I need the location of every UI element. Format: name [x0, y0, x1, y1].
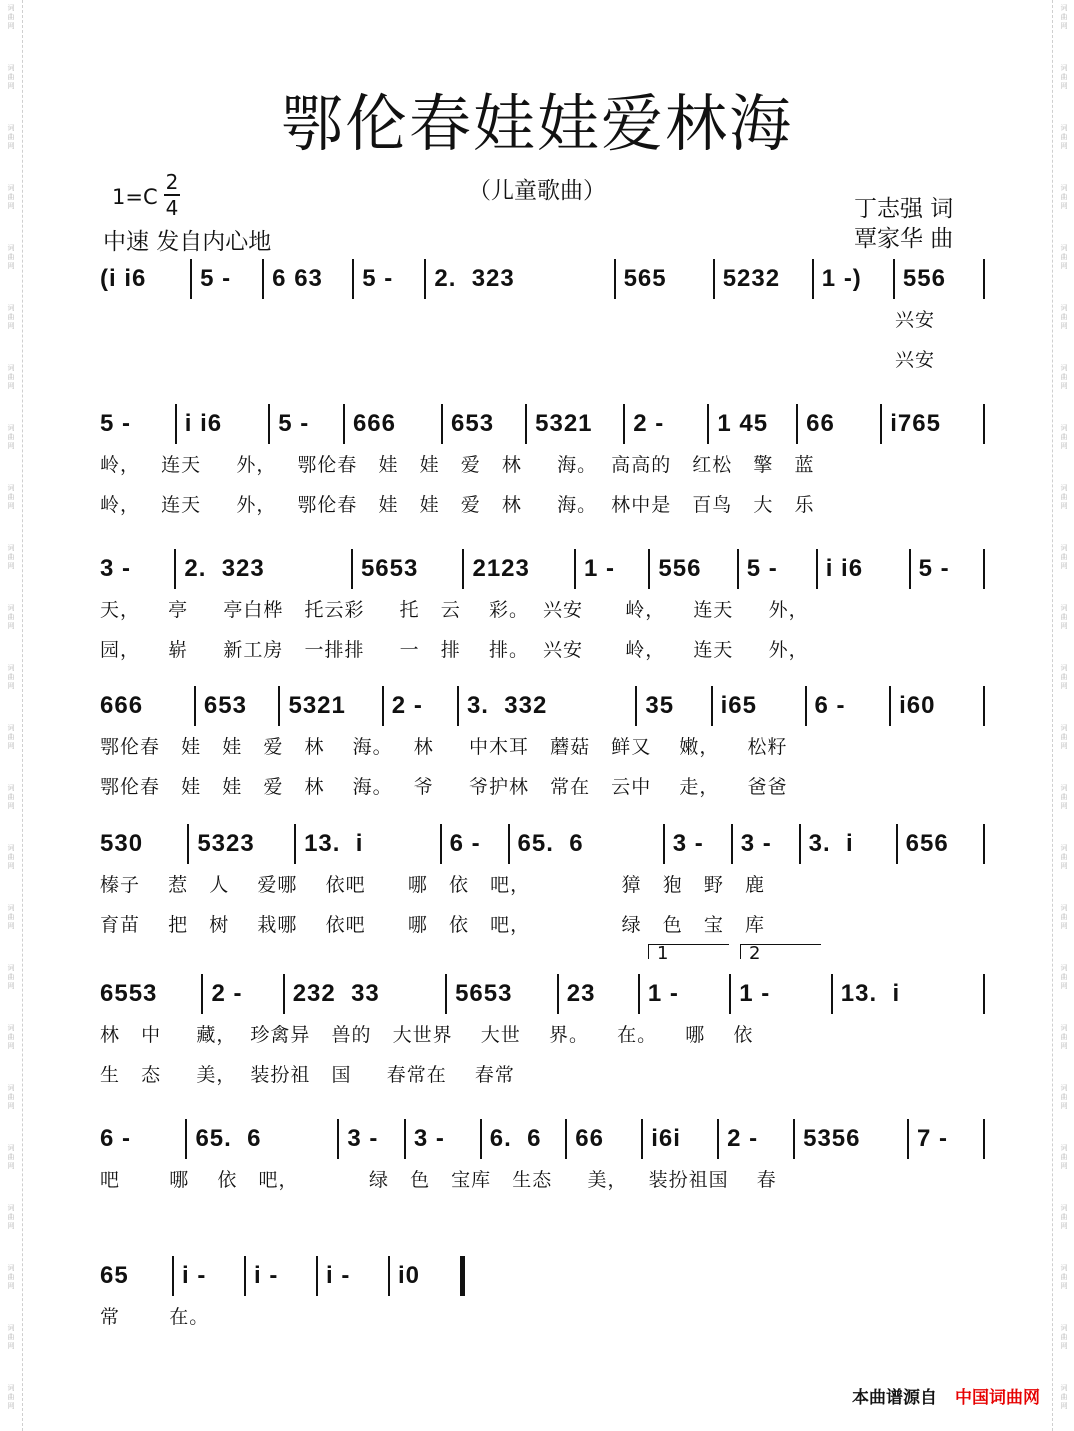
measure-notes: 3 - [740, 830, 772, 857]
site-watermark: 词 曲 网 [7, 784, 15, 810]
lyrics-verse-2: 育苗 把 树 栽哪 依吧 哪 依 吧， 绿 色 宝 库 [100, 914, 765, 936]
bar-line [796, 404, 798, 444]
bar-line [508, 824, 510, 864]
bar-line [441, 404, 443, 444]
bar-line [440, 824, 442, 864]
measure-notes: 5321 [535, 410, 593, 437]
bar-line [623, 404, 625, 444]
measure-notes: 2. 323 [184, 555, 265, 582]
bar-line [983, 549, 985, 589]
site-watermark: 词 曲 网 [1060, 1324, 1068, 1350]
bar-line [638, 974, 640, 1014]
site-watermark: 词 曲 网 [7, 64, 15, 90]
bar-line [283, 974, 285, 1014]
lyrics-verse-1: 林 中 藏， 珍禽异 兽的 大世界 大世 界。 在。 哪 依 [100, 1024, 754, 1046]
site-watermark: 词 曲 网 [7, 664, 15, 690]
measure-notes: 3 - [672, 830, 704, 857]
measure-notes: 5 - [100, 410, 132, 437]
lyrics-verse-1: 榛子 惹 人 爱哪 依吧 哪 依 吧， 獐 狍 野 鹿 [100, 874, 765, 896]
measure-notes: 5 - [918, 555, 950, 582]
notes-row [0, 555, 1074, 595]
measure-notes: i - [254, 1262, 279, 1289]
measure-notes: 1 - [647, 980, 679, 1007]
tempo-marking: 中速 发自内心地 [103, 229, 272, 255]
measure-notes: 5232 [722, 265, 781, 292]
measure-notes: 666 [100, 692, 144, 719]
measure-notes: i6i [651, 1125, 681, 1152]
bar-line [268, 404, 270, 444]
notes-row [0, 830, 1074, 870]
site-watermark: 词 曲 网 [1060, 724, 1068, 750]
notes-row [0, 265, 1074, 305]
bar-line [635, 686, 637, 726]
bar-line [190, 259, 192, 299]
bar-line [737, 549, 739, 589]
bar-line [352, 259, 354, 299]
bar-line [382, 686, 384, 726]
measure-notes: 65 [100, 1262, 129, 1289]
lyrics-verse-1: 岭， 连天 外， 鄂伦春 娃 娃 爱 林 海。 高高的 红松 擎 蓝 [100, 454, 815, 476]
bar-line [729, 974, 731, 1014]
site-watermark: 词 曲 网 [1060, 124, 1068, 150]
measure-notes: 2. 323 [434, 265, 515, 292]
site-watermark: 词 曲 网 [7, 4, 15, 30]
measure-notes: 1 -) [821, 265, 862, 292]
measure-notes: 66 [806, 410, 835, 437]
site-watermark: 词 曲 网 [1060, 1024, 1068, 1050]
site-watermark: 词 曲 网 [1060, 484, 1068, 510]
measure-notes: 2123 [472, 555, 530, 582]
measure-notes: 66 [575, 1125, 604, 1152]
measure-notes: 3 - [100, 555, 132, 582]
bar-line [641, 1119, 643, 1159]
bar-line [557, 974, 559, 1014]
bar-line [713, 259, 715, 299]
bar-line [174, 549, 176, 589]
site-watermark: 词 曲 网 [1060, 184, 1068, 210]
first-ending-bracket: 1 [648, 944, 729, 959]
bar-line [388, 1256, 390, 1296]
site-watermark: 词 曲 网 [1060, 1204, 1068, 1230]
measure-notes: 5321 [288, 692, 346, 719]
measure-notes: 6553 [100, 980, 158, 1007]
bar-line [907, 1119, 909, 1159]
measure-notes: 5356 [803, 1125, 861, 1152]
bar-line [816, 549, 818, 589]
site-watermark: 词 曲 网 [7, 244, 15, 270]
bar-line [731, 824, 733, 864]
measure-notes: i0 [398, 1262, 421, 1289]
measure-notes: i765 [890, 410, 941, 437]
site-watermark: 词 曲 网 [7, 484, 15, 510]
site-watermark: 词 曲 网 [1060, 784, 1068, 810]
site-watermark: 词 曲 网 [1060, 664, 1068, 690]
bar-line [983, 1119, 985, 1159]
bar-line [614, 259, 616, 299]
site-watermark: 词 曲 网 [7, 1324, 15, 1350]
site-watermark: 词 曲 网 [1060, 424, 1068, 450]
bar-line [462, 549, 464, 589]
bar-line [185, 1119, 187, 1159]
bar-line [565, 1119, 567, 1159]
site-watermark: 词 曲 网 [7, 1204, 15, 1230]
lyrics-verse-2: 生 态 美， 装扮祖 国 春常在 春常 [100, 1064, 515, 1086]
bar-line [480, 1119, 482, 1159]
site-watermark: 词 曲 网 [7, 604, 15, 630]
source-site-link[interactable]: 中国词曲网 [955, 1388, 1040, 1408]
bar-line [812, 259, 814, 299]
site-watermark: 词 曲 网 [1060, 244, 1068, 270]
measure-notes: 7 - [917, 1125, 949, 1152]
measure-notes: 2 - [391, 692, 423, 719]
bar-line [194, 686, 196, 726]
lyrics-verse-2: 兴安 [895, 349, 936, 371]
bar-line [799, 824, 801, 864]
site-watermark: 词 曲 网 [7, 724, 15, 750]
site-watermark: 词 曲 网 [1060, 1264, 1068, 1290]
measure-notes: (i i6 [100, 265, 147, 292]
bar-line [457, 686, 459, 726]
measure-notes: 666 [352, 410, 396, 437]
lyrics-verse-2: 园， 崭 新工房 一排排 一 排 排。 兴安 岭， 连天 外， [100, 639, 809, 661]
measure-notes: 3. i [808, 830, 854, 857]
bar-line [793, 1119, 795, 1159]
site-watermark: 词 曲 网 [1060, 964, 1068, 990]
measure-notes: 556 [658, 555, 702, 582]
notes-row [0, 980, 1074, 1020]
bar-line [404, 1119, 406, 1159]
site-watermark: 词 曲 网 [7, 364, 15, 390]
measure-notes: 2 - [633, 410, 665, 437]
measure-notes: i i6 [825, 555, 864, 582]
measure-notes: 6 63 [272, 265, 323, 292]
measure-notes: 13. i [304, 830, 364, 857]
bar-line [574, 549, 576, 589]
measure-notes: 5653 [455, 980, 513, 1007]
bar-line [889, 686, 891, 726]
song-genre: （儿童歌曲） [468, 178, 606, 204]
site-watermark: 词 曲 网 [7, 1024, 15, 1050]
bar-line [201, 974, 203, 1014]
measure-notes: 5653 [360, 555, 419, 582]
measure-notes: 6 - [814, 692, 846, 719]
measure-notes: i - [326, 1262, 351, 1289]
measure-notes: 656 [905, 830, 949, 857]
second-ending-bracket: 2 [740, 944, 821, 959]
measure-notes: 6 - [100, 1125, 132, 1152]
bar-line [880, 404, 882, 444]
measure-notes: i i6 [184, 410, 223, 437]
measure-notes: 5 - [278, 410, 310, 437]
bar-line [262, 259, 264, 299]
measure-notes: 5 - [362, 265, 394, 292]
bar-line [663, 824, 665, 864]
bar-line [909, 549, 911, 589]
measure-notes: 6. 6 [489, 1125, 542, 1152]
measure-notes: 1 - [584, 555, 616, 582]
notes-row [0, 410, 1074, 450]
measure-notes: 1 45 [717, 410, 769, 437]
bar-line [717, 1119, 719, 1159]
lyricist-credit: 丁志强 词 [854, 196, 954, 222]
measure-notes: i65 [720, 692, 757, 719]
site-watermark: 词 曲 网 [7, 904, 15, 930]
site-watermark: 词 曲 网 [1060, 64, 1068, 90]
measure-notes: 65. 6 [195, 1125, 262, 1152]
song-title: 鄂伦春娃娃爱林海 [280, 87, 793, 160]
bar-line [460, 1256, 465, 1296]
bar-line [175, 404, 177, 444]
site-watermark: 词 曲 网 [1060, 844, 1068, 870]
lyrics-verse-1: 兴安 [895, 309, 936, 331]
bar-line [445, 974, 447, 1014]
bar-line [343, 404, 345, 444]
site-watermark: 词 曲 网 [7, 424, 15, 450]
bar-line [351, 549, 353, 589]
site-watermark: 词 曲 网 [1060, 364, 1068, 390]
measure-notes: 556 [902, 265, 946, 292]
site-watermark: 词 曲 网 [1060, 4, 1068, 30]
bar-line [983, 686, 985, 726]
bar-line [172, 1256, 174, 1296]
measure-notes: 3 - [413, 1125, 445, 1152]
site-watermark: 词 曲 网 [7, 1144, 15, 1170]
site-watermark: 词 曲 网 [7, 304, 15, 330]
bar-line [983, 404, 985, 444]
bar-line [525, 404, 527, 444]
credits [854, 194, 953, 254]
bar-line [707, 404, 709, 444]
site-watermark: 词 曲 网 [7, 124, 15, 150]
lyrics-verse-1: 吧 哪 依 吧， 绿 色 宝库 生态 美， 装扮祖国 春 [100, 1169, 777, 1191]
site-watermark: 词 曲 网 [7, 544, 15, 570]
bar-line [983, 824, 985, 864]
lyrics-verse-2: 鄂伦春 娃 娃 爱 林 海。 爷 爷护林 常在 云中 走， 爸爸 [100, 776, 788, 798]
site-watermark: 词 曲 网 [7, 1264, 15, 1290]
site-watermark: 词 曲 网 [1060, 304, 1068, 330]
lyrics-verse-1: 鄂伦春 娃 娃 爱 林 海。 林 中木耳 蘑菇 鲜又 嫩， 松籽 [100, 736, 788, 758]
bar-line [187, 824, 189, 864]
time-signature-bottom: 4 [165, 196, 179, 220]
measure-notes: i60 [899, 692, 936, 719]
measure-notes: 3. 332 [466, 692, 548, 719]
measure-notes: 6 - [449, 830, 481, 857]
bar-line [831, 974, 833, 1014]
bar-line [337, 1119, 339, 1159]
bar-line [805, 686, 807, 726]
bar-line [893, 259, 895, 299]
measure-notes: 5 - [746, 555, 778, 582]
measure-notes: 23 [566, 980, 596, 1007]
site-watermark: 词 曲 网 [1060, 604, 1068, 630]
measure-notes: 530 [100, 830, 144, 857]
time-signature-top: 2 [165, 170, 179, 194]
bar-line [983, 259, 985, 299]
time-signature [164, 171, 180, 219]
lyrics-verse-1: 天， 亭 亭白桦 托云彩 托 云 彩。 兴安 岭， 连天 外， [100, 599, 809, 621]
measure-notes: 5323 [197, 830, 255, 857]
notes-row [0, 1125, 1074, 1165]
measure-notes: 5 - [200, 265, 232, 292]
site-watermark: 词 曲 网 [1060, 1144, 1068, 1170]
key-signature: 1=C [112, 185, 158, 209]
site-watermark: 词 曲 网 [7, 1384, 15, 1410]
bar-line [424, 259, 426, 299]
measure-notes: 13. i [840, 980, 901, 1007]
source-label: 本曲谱源自 [852, 1388, 937, 1408]
measure-notes: 65. 6 [517, 830, 584, 857]
site-watermark: 词 曲 网 [1060, 904, 1068, 930]
bar-line [244, 1256, 246, 1296]
measure-notes: 232 33 [292, 980, 380, 1007]
measure-notes: 2 - [211, 980, 243, 1007]
bar-line [278, 686, 280, 726]
lyrics-verse-1: 常 在。 [100, 1306, 210, 1328]
site-watermark: 词 曲 网 [7, 1084, 15, 1110]
site-watermark: 词 曲 网 [7, 964, 15, 990]
lyrics-verse-2: 岭， 连天 外， 鄂伦春 娃 娃 爱 林 海。 林中是 百鸟 大 乐 [100, 494, 815, 516]
measure-notes: 653 [451, 410, 495, 437]
bar-line [294, 824, 296, 864]
measure-notes: 565 [623, 265, 667, 292]
bar-line [896, 824, 898, 864]
measure-notes: 35 [645, 692, 675, 719]
site-watermark: 词 曲 网 [1060, 1384, 1068, 1410]
composer-credit: 覃家华 曲 [854, 226, 954, 252]
measure-notes: 653 [203, 692, 247, 719]
source-footer [852, 1383, 1040, 1408]
measure-notes: 1 - [739, 980, 771, 1007]
measure-notes: 3 - [347, 1125, 379, 1152]
notes-row [0, 1262, 1074, 1302]
measure-notes: i - [182, 1262, 207, 1289]
measure-notes: 2 - [727, 1125, 759, 1152]
site-watermark: 词 曲 网 [1060, 1084, 1068, 1110]
notes-row [0, 692, 1074, 732]
bar-line [316, 1256, 318, 1296]
bar-line [711, 686, 713, 726]
site-watermark: 词 曲 网 [7, 184, 15, 210]
bar-line [648, 549, 650, 589]
bar-line [983, 974, 985, 1014]
site-watermark: 词 曲 网 [1060, 544, 1068, 570]
site-watermark: 词 曲 网 [7, 844, 15, 870]
